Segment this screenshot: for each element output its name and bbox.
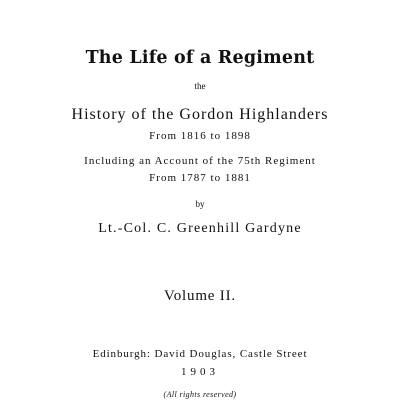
including-line: Including an Account of the 75th Regiment [84, 155, 316, 167]
author-name: Lt.-Col. C. Greenhill Gardyne [98, 221, 302, 236]
date-range: From 1816 to 1898 [149, 130, 251, 142]
by-line: by [195, 199, 205, 209]
volume-label: Volume II. [164, 288, 236, 304]
regiment-date-range: From 1787 to 1881 [149, 172, 251, 184]
publisher-line: Edinburgh: David Douglas, Castle Street [92, 348, 308, 360]
book-title: The Life of a Regiment [85, 48, 315, 68]
title-connector: the [194, 81, 206, 91]
publication-year: 1903 [181, 366, 219, 378]
rights-notice: (All rights reserved) [163, 390, 237, 399]
book-subtitle: History of the Gordon Highlanders [71, 106, 329, 123]
